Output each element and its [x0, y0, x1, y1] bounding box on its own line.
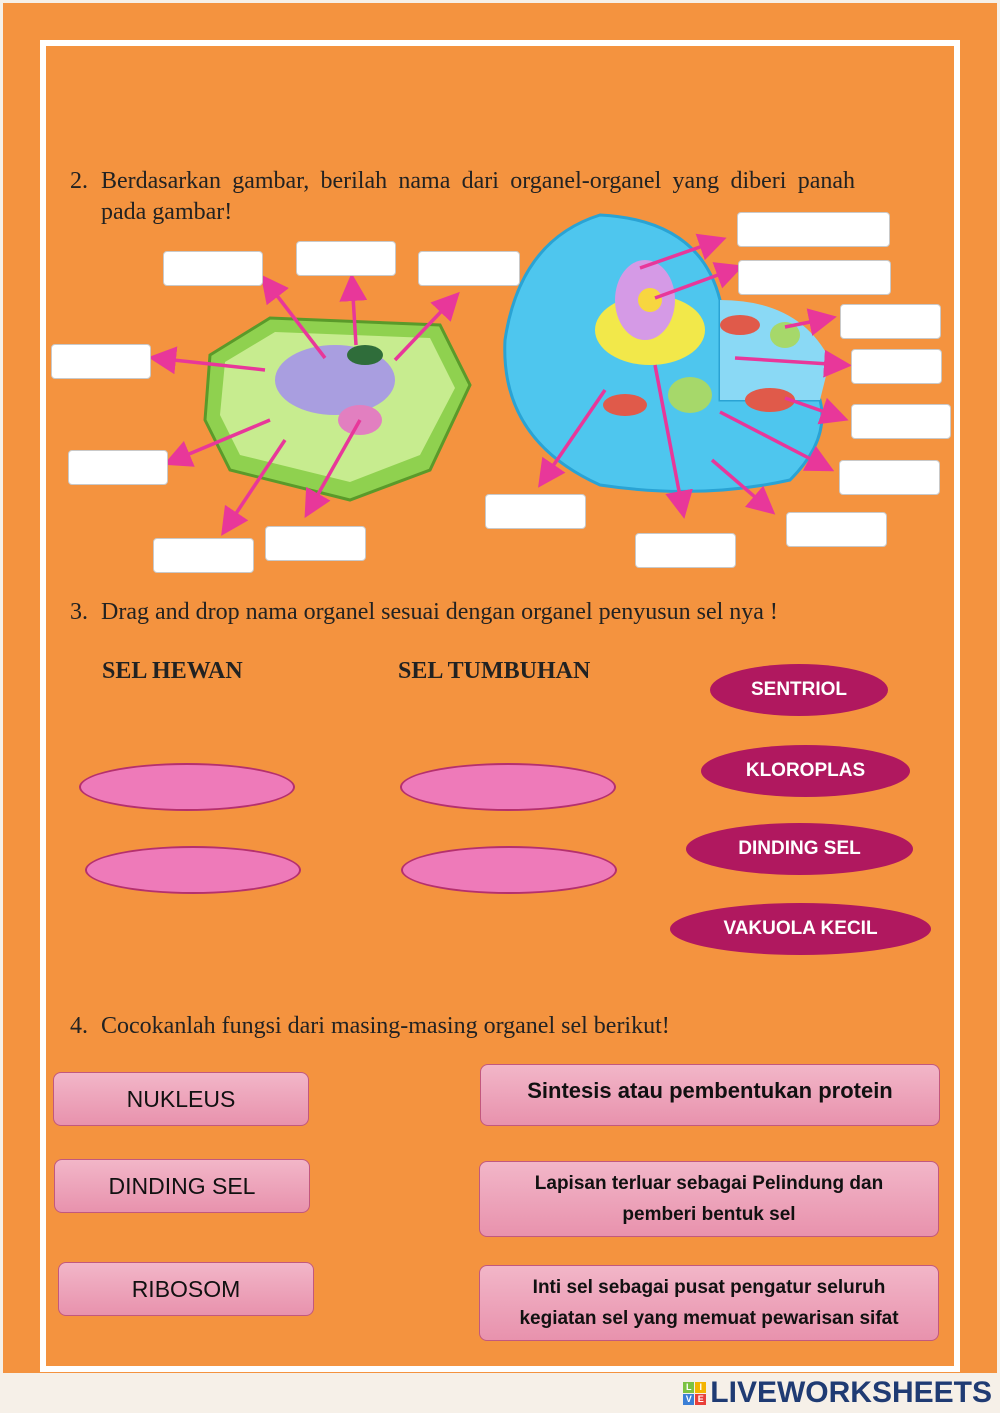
drop-zone-plant-2[interactable]: [401, 846, 617, 894]
badge-letter: E: [695, 1394, 706, 1405]
drag-option-vakuola-kecil[interactable]: VAKUOLA KECIL: [670, 903, 931, 955]
drag-option-sentriol[interactable]: SENTRIOL: [710, 664, 888, 716]
column-heading-plant: SEL TUMBUHAN: [398, 658, 591, 684]
answer-box-animal-3[interactable]: [840, 304, 941, 339]
answer-box-animal-1[interactable]: [737, 212, 890, 247]
liveworksheets-logo: [683, 1376, 992, 1410]
animal-cell-image: [505, 215, 830, 491]
question-text: Cocokanlah fungsi dari masing-masing organel sel berikut!: [101, 1013, 670, 1039]
answer-box-animal-4[interactable]: [851, 349, 942, 384]
answer-box-animal-9[interactable]: [485, 494, 586, 529]
answer-box-plant-7[interactable]: [265, 526, 366, 561]
answer-box-plant-5[interactable]: [68, 450, 168, 485]
live-badge-icon: [683, 1382, 706, 1405]
question-number: 2.: [70, 168, 88, 194]
answer-box-animal-7[interactable]: [786, 512, 887, 547]
answer-box-plant-6[interactable]: [153, 538, 254, 573]
drop-zone-plant-1[interactable]: [400, 763, 616, 811]
answer-box-animal-5[interactable]: [851, 404, 951, 439]
drag-option-dinding-sel[interactable]: DINDING SEL: [686, 823, 913, 875]
question-number: 3.: [70, 599, 88, 625]
drop-zone-animal-2[interactable]: [85, 846, 301, 894]
answer-box-plant-2[interactable]: [296, 241, 396, 276]
match-item-nukleus[interactable]: NUKLEUS: [53, 1072, 309, 1126]
drag-option-kloroplas[interactable]: KLOROPLAS: [701, 745, 910, 797]
match-function-2[interactable]: Lapisan terluar sebagai Pelindung dan pemberi bentuk sel: [479, 1161, 939, 1237]
answer-box-animal-8[interactable]: [635, 533, 736, 568]
match-function-3[interactable]: Inti sel sebagai pusat pengatur seluruh kegiatan sel yang memuat pewarisan sifat: [479, 1265, 939, 1341]
column-heading-animal: SEL HEWAN: [102, 658, 243, 684]
badge-letter: V: [683, 1394, 694, 1405]
answer-box-plant-3[interactable]: [418, 251, 520, 286]
match-function-1[interactable]: Sintesis atau pembentukan protein: [480, 1064, 940, 1126]
question-number: 4.: [70, 1013, 88, 1039]
answer-box-plant-1[interactable]: [163, 251, 263, 286]
badge-letter: L: [683, 1382, 694, 1393]
plant-cell-image: [205, 318, 470, 500]
answer-box-plant-4[interactable]: [51, 344, 151, 379]
drop-zone-animal-1[interactable]: [79, 763, 295, 811]
match-item-ribosom[interactable]: RIBOSOM: [58, 1262, 314, 1316]
question-text: Drag and drop nama organel sesuai dengan organel penyusun sel nya !: [101, 599, 778, 625]
match-item-dinding-sel[interactable]: DINDING SEL: [54, 1159, 310, 1213]
question-text: Berdasarkan gambar, berilah nama dari organel-organel yang diberi panah pada gambar!: [101, 168, 855, 225]
brand-name: LIVEWORKSHEETS: [710, 1376, 992, 1409]
answer-box-animal-2[interactable]: [738, 260, 891, 295]
badge-letter: I: [695, 1382, 706, 1393]
answer-box-animal-6[interactable]: [839, 460, 940, 495]
